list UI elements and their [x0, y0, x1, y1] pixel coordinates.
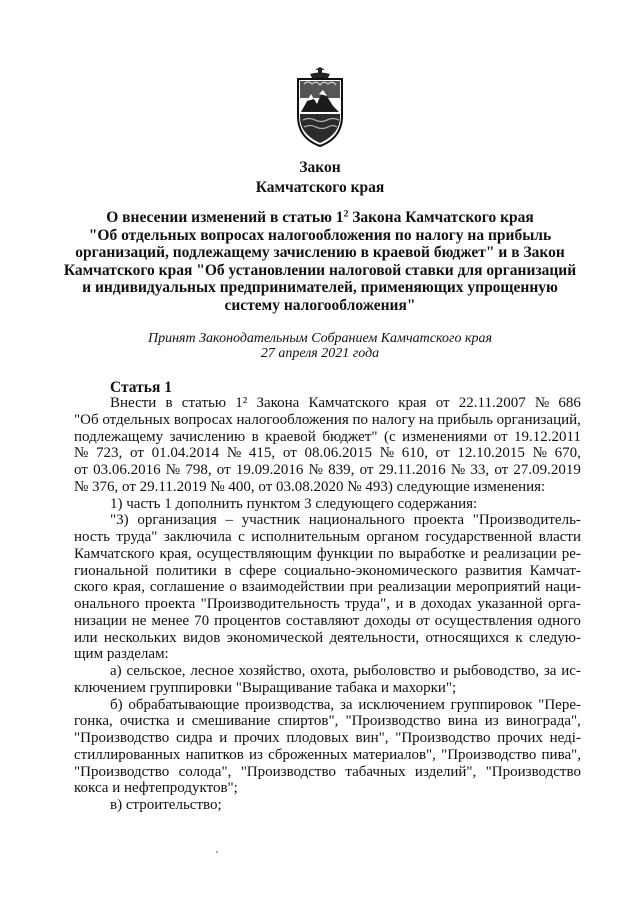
body-word: сельское,: [126, 663, 186, 679]
body-word: статью: [181, 395, 227, 411]
body-word: от: [130, 445, 144, 462]
body-word: плодовых: [286, 730, 349, 746]
body-line: [74, 563, 581, 580]
body-word: смешивание: [191, 713, 271, 730]
body-word: соглашение: [149, 579, 225, 596]
body-word: Камчат-: [529, 562, 581, 579]
body-word: ключением группировки "Выращивание табака и махорки";: [74, 679, 457, 696]
body-word: Камчатского: [308, 395, 389, 411]
body-word: спиртов",: [277, 713, 339, 730]
body-word: напитков: [185, 746, 244, 763]
body-word: (с: [384, 428, 396, 445]
body-word: ность: [74, 529, 110, 545]
body-word: 686: [558, 395, 581, 411]
subject-line: [62, 297, 578, 315]
body-word: вопросах: [173, 411, 233, 428]
subject-line: [62, 244, 578, 262]
body-word: Закона: [256, 395, 300, 411]
body-word: организаций,: [496, 411, 581, 428]
subject-line: [62, 279, 578, 297]
body-word: организация: [137, 512, 217, 529]
body-word: от: [359, 462, 374, 478]
body-word: и: [470, 545, 479, 562]
body-word: Камчатского: [74, 545, 155, 562]
body-word: №: [532, 445, 547, 462]
body-word: сфере: [239, 562, 277, 579]
body-word: вин",: [355, 730, 389, 746]
body-word: 1) часть 1 дополнить пунктом 3 следующего содержания:: [110, 495, 478, 512]
article-body: [74, 395, 581, 814]
body-word: в: [224, 562, 232, 579]
body-word: онального: [74, 596, 140, 612]
body-line: [74, 764, 581, 781]
body-word: сброженных: [268, 746, 348, 763]
body-word: края,: [112, 579, 145, 596]
body-word: обрабатывающие: [128, 696, 240, 713]
adopted-by-line: Принят Законодательным Собранием Камчатского края: [147, 331, 493, 346]
body-word: прочих: [497, 730, 543, 746]
subject-text: "Об отдельных вопросах налогообложения по налогу на прибыль: [88, 226, 552, 244]
body-word: от: [282, 445, 297, 462]
body-word: гиональной: [74, 562, 149, 579]
body-word: не: [131, 612, 147, 629]
body-word: наци-: [545, 579, 581, 596]
body-line: [74, 546, 581, 563]
body-word: труда": [116, 529, 158, 545]
body-word: следую-: [529, 629, 581, 646]
body-line: [74, 780, 581, 797]
body-word: 415,: [248, 445, 276, 462]
body-line: [74, 646, 581, 663]
article-number-superscript: 2: [343, 208, 349, 220]
body-word: деятельности,: [329, 629, 420, 646]
body-word: 08.06.2015: [304, 445, 372, 462]
document-title-line-1: Закон: [299, 159, 341, 176]
body-word: лесное: [190, 663, 234, 679]
body-line: [74, 596, 581, 613]
body-word: края: [398, 395, 427, 411]
body-word: реализации: [377, 579, 452, 596]
scan-speck: [216, 851, 218, 853]
body-word: "Производство: [240, 763, 336, 780]
body-word: "Производство: [74, 730, 170, 746]
body-word: развития: [465, 562, 522, 579]
body-word: табачных: [345, 763, 406, 780]
body-word: группировок: [450, 696, 533, 713]
body-word: прочих: [233, 730, 280, 746]
body-word: функции: [316, 545, 374, 562]
body-word: –: [225, 512, 233, 529]
body-word: недi-: [549, 730, 581, 746]
body-word: "Производство: [345, 713, 441, 730]
body-word: по: [352, 411, 369, 428]
body-word: от: [493, 428, 508, 445]
body-word: о: [229, 579, 237, 596]
body-word: выработке: [398, 545, 466, 562]
body-word: подлежащему: [74, 428, 164, 445]
subject-text: Закона Камчатского края: [348, 209, 534, 226]
body-word: №: [308, 462, 323, 478]
body-word: социально-экономического: [284, 562, 458, 579]
body-word: с: [238, 529, 245, 545]
subject-text: Камчатского края "Об установлении налоговой ставки для организаций: [63, 261, 577, 279]
body-word: "Производство: [74, 763, 170, 780]
body-word: исключением: [358, 696, 445, 713]
body-word: из: [248, 746, 263, 763]
adoption-date: 27 апреля 2021 года: [260, 346, 380, 361]
body-word: от: [494, 462, 509, 478]
body-line: [74, 429, 581, 446]
body-word: государственной: [425, 529, 533, 545]
body-line: [74, 462, 581, 479]
body-line: [74, 445, 581, 462]
body-word: №: [165, 462, 181, 478]
body-word: низации: [74, 612, 127, 629]
body-word: реализации: [483, 545, 557, 562]
body-word: налогу: [371, 411, 416, 428]
body-word: в: [408, 596, 416, 612]
subject-line: [62, 227, 578, 245]
body-word: отдельных: [102, 411, 171, 428]
body-word: изменениями: [402, 428, 488, 445]
body-word: нескольких: [103, 629, 177, 646]
body-word: краевой: [265, 428, 316, 445]
body-word: проекта: [413, 512, 465, 529]
body-line: [74, 713, 581, 730]
body-word: орга-: [548, 596, 581, 612]
body-word: №: [450, 462, 466, 478]
body-line: [74, 630, 581, 647]
body-word: ского: [74, 579, 108, 596]
body-line: [74, 663, 581, 680]
body-word: 723,: [96, 445, 123, 462]
body-word: из: [484, 713, 499, 730]
body-word: 22.11.2007: [458, 395, 526, 411]
body-word: власти: [538, 529, 581, 545]
body-word: кокса и нефтепродуктов";: [74, 780, 238, 797]
body-word: ис-: [561, 663, 581, 679]
body-word: 27.09.2019: [513, 462, 581, 478]
body-word: сидра: [176, 730, 213, 746]
law-subject-heading: [62, 209, 578, 315]
body-word: от: [74, 462, 88, 478]
body-word: и: [176, 713, 185, 730]
body-word: по: [378, 545, 394, 562]
body-word: "Производительность: [200, 596, 340, 612]
body-line: [74, 529, 581, 546]
body-word: составляют: [285, 612, 360, 629]
body-line: [74, 797, 581, 814]
body-word: менее: [151, 612, 190, 629]
body-word: 839,: [328, 462, 355, 478]
body-word: на: [418, 411, 434, 428]
body-word: "Производство: [395, 730, 491, 746]
body-word: №: [379, 445, 395, 462]
body-word: за: [339, 696, 353, 713]
body-line: [74, 680, 581, 697]
body-word: 33,: [470, 462, 490, 478]
body-word: рыболовство: [353, 663, 436, 679]
body-word: осуществляющим: [196, 545, 312, 562]
body-line: [74, 512, 581, 529]
body-word: видов: [182, 629, 221, 646]
body-word: солода",: [178, 763, 232, 780]
body-word: производства,: [245, 696, 335, 713]
kamchatka-coat-of-arms-emblem: [295, 64, 345, 148]
body-line: [74, 730, 581, 747]
body-word: к: [515, 629, 523, 646]
body-word: очистка: [119, 713, 170, 730]
body-word: процентов: [214, 612, 281, 629]
body-word: или: [74, 629, 98, 646]
body-word: органом: [366, 529, 419, 545]
body-word: ре-: [561, 545, 581, 562]
body-word: в) строительство;: [110, 797, 222, 813]
body-word: "Производство: [441, 746, 537, 763]
body-word: №: [226, 445, 242, 462]
document-title-line-2: Камчатского края: [255, 179, 385, 196]
body-word: прибыль: [437, 411, 493, 428]
body-word: 29.11.2016: [378, 462, 446, 478]
body-word: относящихся: [425, 629, 510, 646]
body-line: [74, 479, 581, 496]
body-word: № 376, от 29.11.2019 № 400, от 03.08.2020 № 493) следующие изменения:: [74, 478, 546, 495]
body-word: осуществления: [434, 612, 533, 629]
body-word: гонка,: [74, 713, 113, 730]
body-word: мероприятий: [456, 579, 541, 596]
body-word: "3): [110, 512, 129, 529]
body-word: за: [543, 663, 557, 679]
body-word: экономической: [226, 629, 324, 646]
body-word: хозяйство,: [238, 663, 306, 679]
body-word: края,: [159, 545, 192, 562]
body-word: материалов",: [352, 746, 436, 763]
body-word: и: [219, 730, 228, 746]
body-word: от: [435, 445, 450, 462]
body-word: и: [395, 596, 404, 612]
body-word: взаимодействии: [241, 579, 345, 596]
body-word: Внести: [110, 395, 157, 411]
body-word: доходы: [364, 612, 411, 629]
body-word: труда",: [345, 596, 390, 612]
body-word: "Об: [74, 411, 99, 428]
subject-text: О внесении изменений в статью 1: [106, 209, 344, 226]
body-word: №: [74, 445, 89, 462]
body-word: 03.06.2016: [93, 462, 161, 478]
body-word: исполнительным: [251, 529, 360, 545]
body-word: национального: [308, 512, 405, 529]
body-word: и: [440, 663, 449, 679]
body-word: №: [534, 395, 550, 411]
body-word: в: [165, 395, 173, 411]
body-word: 19.09.2016: [235, 462, 304, 478]
body-word: винограда",: [505, 713, 581, 730]
body-word: доходах: [421, 596, 472, 612]
subject-line: [62, 262, 578, 280]
body-word: изделий",: [414, 763, 477, 780]
body-word: проекта: [144, 596, 196, 612]
body-word: "Производство: [485, 763, 581, 780]
article-heading: Статья 1: [110, 379, 172, 396]
body-word: участник: [241, 512, 300, 529]
body-word: указанной: [477, 596, 543, 612]
body-line: [74, 496, 581, 513]
body-word: 798,: [185, 462, 212, 478]
body-word: от: [216, 462, 231, 478]
body-word: вина: [447, 713, 478, 730]
body-word: политики: [156, 562, 217, 579]
body-line: [74, 613, 581, 630]
body-word: зачислению: [169, 428, 246, 445]
body-word: от: [415, 612, 430, 629]
body-line: [74, 747, 581, 764]
body-word: при: [349, 579, 374, 596]
body-word: 670,: [554, 445, 581, 462]
body-word: б): [110, 696, 123, 713]
body-word: стиллированных: [74, 746, 181, 763]
body-word: "Пере-: [538, 696, 581, 713]
body-line: [74, 579, 581, 596]
body-line: [74, 697, 581, 714]
body-word: заключила: [163, 529, 232, 545]
body-word: а): [110, 663, 122, 679]
body-word: налогообложения: [236, 411, 349, 428]
body-word: охота,: [310, 663, 349, 679]
body-word: от: [435, 395, 450, 411]
body-word: одного: [537, 612, 581, 629]
body-line: [74, 395, 581, 412]
subject-line: [62, 209, 578, 227]
subject-text: организаций, подлежащему зачислению в краевой бюджет" и в Закон: [75, 244, 565, 262]
body-line: [74, 412, 581, 429]
body-word: щим разделам:: [74, 646, 169, 663]
body-word: 610,: [401, 445, 429, 462]
subject-text: систему налогообложения": [224, 296, 416, 314]
body-word: рыбоводство,: [453, 663, 540, 679]
body-word: 70: [194, 612, 210, 629]
body-word: пива",: [541, 746, 581, 763]
body-word: в: [251, 428, 259, 445]
subject-text: и индивидуальных предпринимателей, применяющих упрощенную: [82, 279, 558, 297]
body-word: 1²: [235, 395, 248, 411]
body-word: "Производитель-: [472, 512, 581, 529]
body-word: бюджет": [322, 428, 378, 445]
body-word: 01.04.2014: [151, 445, 220, 462]
body-word: 12.10.2015: [457, 445, 525, 462]
body-word: 19.12.2011: [513, 428, 581, 445]
